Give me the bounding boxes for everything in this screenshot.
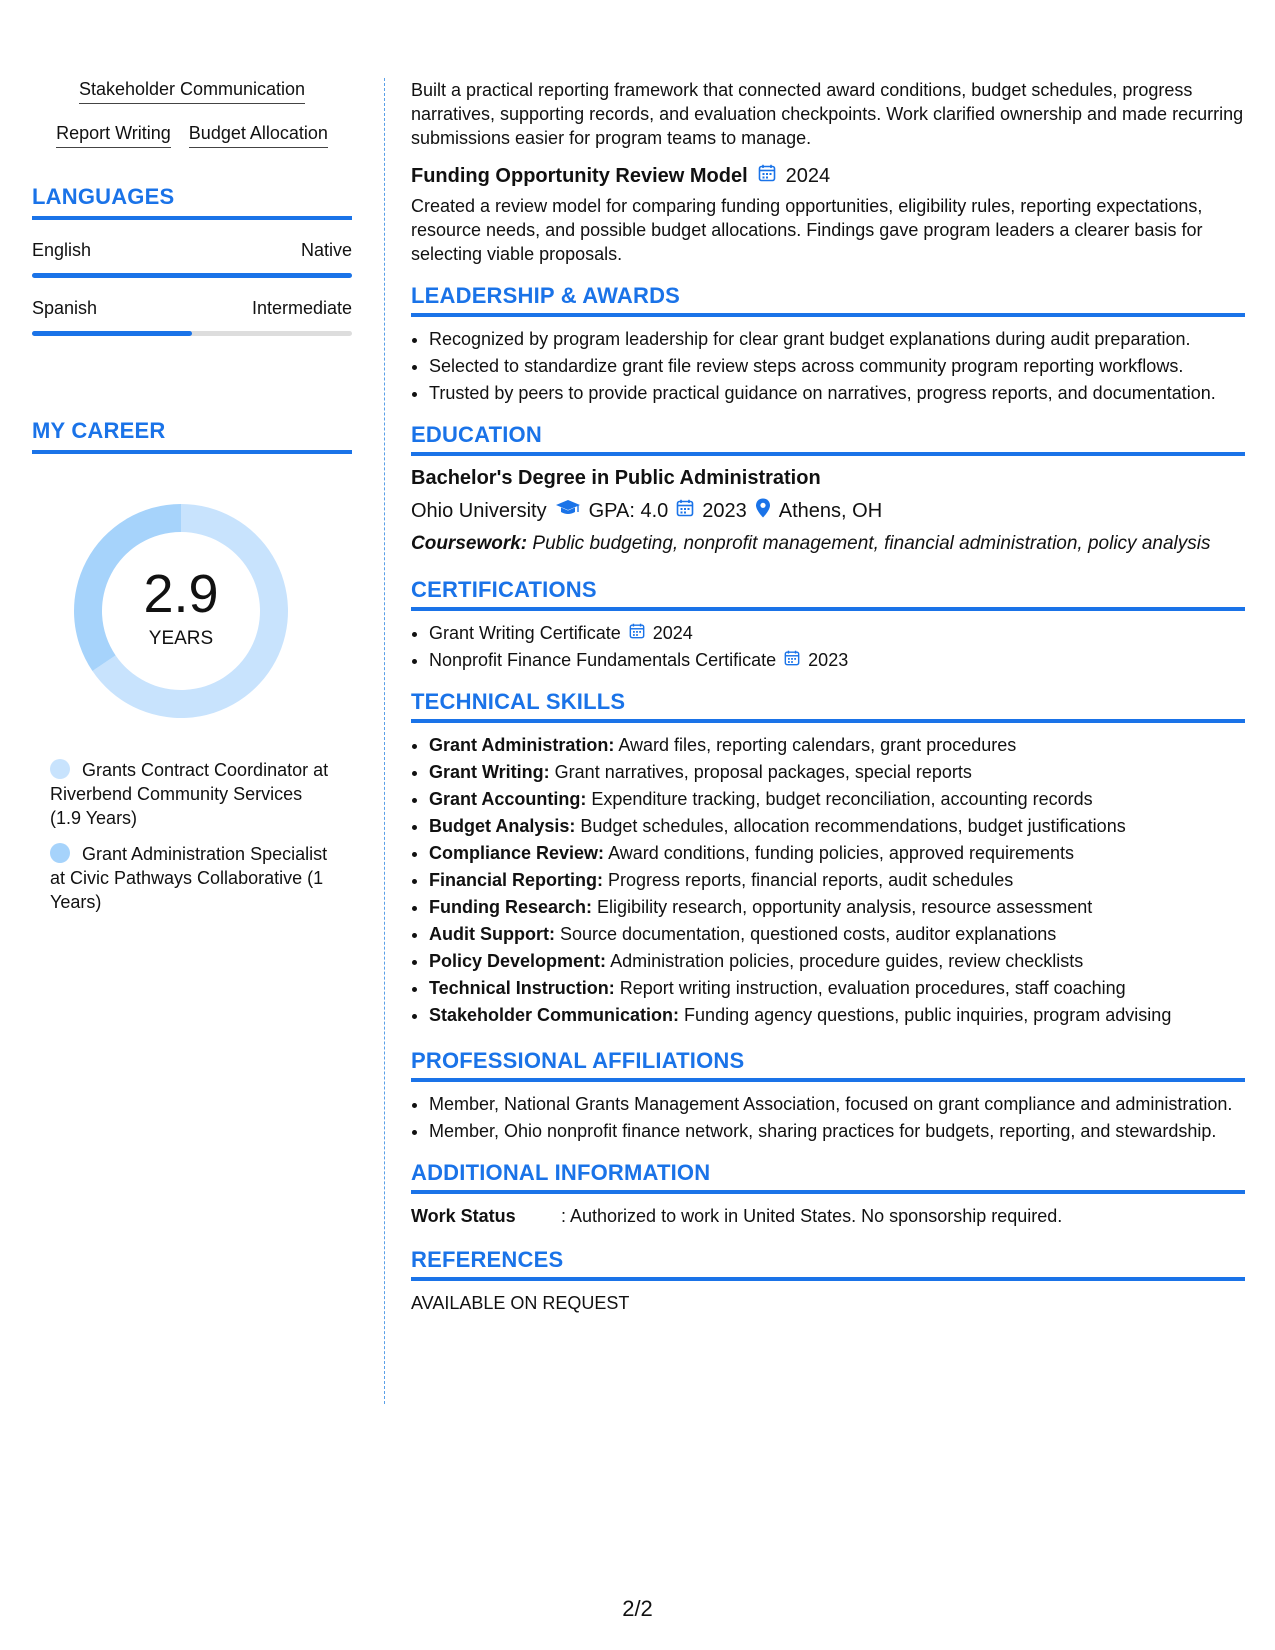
language-level: Native <box>300 240 352 260</box>
coursework-text: Public budgeting, nonprofit management, financial administration, policy analysis <box>532 533 1211 554</box>
language-item <box>32 298 352 336</box>
list-item <box>429 621 1245 645</box>
cert-year: 2024 <box>652 623 693 643</box>
references-text: AVAILABLE ON REQUEST <box>411 1293 630 1313</box>
skill-tag: Report Writing <box>56 122 171 148</box>
skill-label: Budget Analysis: <box>429 816 576 836</box>
skill-text: Grant narratives, proposal packages, special reports <box>554 762 972 782</box>
career-item-text: Grant Administration Specialist at Civic Pathways Collaborative (1 Years) <box>50 844 328 912</box>
list-item <box>429 760 1245 784</box>
skill-tags <box>32 78 352 148</box>
career-item <box>50 758 330 830</box>
project-description: Built a practical reporting framework that connected award conditions, budget schedules, progress narratives, supporting records, and evaluation checkpoints. Work clarified ownership and made recurring submissions easier for program teams to manage. <box>411 80 1244 148</box>
skill-label: Stakeholder Communication: <box>429 1005 680 1025</box>
skills-list <box>411 733 1245 1027</box>
education-gpa: GPA: 4.0 <box>588 500 669 522</box>
skill-label: Policy Development: <box>429 951 607 971</box>
certifications-list <box>411 621 1245 672</box>
column-divider <box>384 78 385 1404</box>
skill-text: Award conditions, funding policies, approved requirements <box>608 843 1075 863</box>
skill-tag: Budget Allocation <box>189 122 328 148</box>
skill-label: Grant Accounting: <box>429 789 587 809</box>
skill-text: Budget schedules, allocation recommendations, budget justifications <box>580 816 1126 836</box>
calendar-icon <box>629 621 645 645</box>
languages-title: LANGUAGES <box>32 184 352 220</box>
certifications-title: CERTIFICATIONS <box>411 578 1245 611</box>
graduation-cap-icon <box>555 499 581 523</box>
calendar-icon <box>758 164 776 188</box>
skill-text: Administration policies, procedure guides, review checklists <box>610 951 1084 971</box>
list-item <box>429 1003 1245 1027</box>
right-column <box>411 78 1245 1315</box>
skill-text: Progress reports, financial reports, audit schedules <box>608 870 1014 890</box>
additional-info-title: ADDITIONAL INFORMATION <box>411 1161 1245 1194</box>
affiliations-list <box>411 1092 1245 1143</box>
career-donut <box>66 496 296 726</box>
education-coursework <box>411 532 1245 556</box>
legend-dot <box>50 759 70 779</box>
list-item <box>429 787 1245 811</box>
leadership-title: LEADERSHIP & AWARDS <box>411 284 1245 317</box>
career-item <box>50 842 330 914</box>
language-level: Intermediate <box>251 298 352 318</box>
career-item-text: Grants Contract Coordinator at Riverbend Community Services (1.9 Years) <box>50 760 329 828</box>
list-item: • Member, National Grants Management Association, focused on grant compliance and administration. <box>429 1092 1245 1116</box>
education-year: 2023 <box>702 500 747 522</box>
work-status-value: : Authorized to work in United States. No sponsorship required. <box>561 1206 1063 1226</box>
language-item <box>32 240 352 278</box>
list-item <box>429 841 1245 865</box>
list-item <box>429 895 1245 919</box>
project-title: Funding Opportunity Review Model <box>411 165 748 187</box>
work-status-label: Work Status <box>411 1206 516 1226</box>
language-bar <box>32 273 352 278</box>
career-unit: YEARS <box>148 628 214 649</box>
skill-text: Report writing instruction, evaluation procedures, staff coaching <box>619 978 1126 998</box>
skill-text: Award files, reporting calendars, grant procedures <box>618 735 1017 755</box>
affiliations-title: PROFESSIONAL AFFILIATIONS <box>411 1049 1245 1082</box>
left-column <box>32 78 352 926</box>
cert-year: 2023 <box>808 650 849 670</box>
list-item <box>429 733 1245 757</box>
cert-name: • Nonprofit Finance Fundamentals Certificate <box>429 650 777 670</box>
skill-text: Funding agency questions, public inquiries, program advising <box>684 1005 1172 1025</box>
list-item: • Selected to standardize grant file review steps across community program reporting workflows. <box>429 354 1245 378</box>
language-fill <box>32 273 352 278</box>
skill-text: Expenditure tracking, budget reconciliation, accounting records <box>591 789 1093 809</box>
calendar-icon <box>784 648 800 672</box>
list-item: • Trusted by peers to provide practical guidance on narratives, progress reports, and documentation. <box>429 381 1245 405</box>
additional-info-row <box>411 1204 1245 1228</box>
list-item <box>429 976 1245 1000</box>
language-bar <box>32 331 352 336</box>
education-degree: Bachelor's Degree in Public Administration <box>411 467 821 489</box>
skill-text: Source documentation, questioned costs, auditor explanations <box>559 924 1057 944</box>
list-item <box>429 648 1245 672</box>
list-item <box>429 814 1245 838</box>
skill-label: Audit Support: <box>429 924 555 944</box>
education-meta <box>411 498 1245 524</box>
calendar-icon <box>676 499 694 523</box>
skill-label: Grant Writing: <box>429 762 550 782</box>
education-location: Athens, OH <box>778 500 883 522</box>
career-total: 2.9 <box>143 564 219 624</box>
project-title-row <box>411 164 1245 188</box>
education-school: Ohio University <box>411 500 547 522</box>
page-number: 2/2 <box>622 1596 653 1621</box>
skill-label: Grant Administration: <box>429 735 615 755</box>
skills-title: TECHNICAL SKILLS <box>411 690 1245 723</box>
list-item <box>429 949 1245 973</box>
list-item <box>429 922 1245 946</box>
legend-dot <box>50 843 70 863</box>
list-item: • Recognized by program leadership for clear grant budget explanations during audit preparation. <box>429 327 1245 351</box>
skill-tag: Stakeholder Communication <box>79 78 305 104</box>
career-title: MY CAREER <box>32 418 352 454</box>
list-item <box>429 868 1245 892</box>
references-title: REFERENCES <box>411 1248 1245 1281</box>
language-fill <box>32 331 192 336</box>
leadership-list <box>411 327 1245 405</box>
skill-label: Financial Reporting: <box>429 870 604 890</box>
project-year: 2024 <box>785 165 831 187</box>
skill-label: Funding Research: <box>429 897 593 917</box>
skill-label: Compliance Review: <box>429 843 605 863</box>
education-title: EDUCATION <box>411 423 1245 456</box>
language-name: Spanish <box>32 298 98 318</box>
project-description: Created a review model for comparing funding opportunities, eligibility rules, reporting expectations, resource needs, and possible budget allocations. Findings gave program leaders a clearer basis for selecting viable proposals. <box>411 196 1203 264</box>
skill-label: Technical Instruction: <box>429 978 615 998</box>
cert-name: • Grant Writing Certificate <box>429 623 621 643</box>
language-name: English <box>32 240 92 260</box>
location-pin-icon <box>755 498 771 524</box>
coursework-label: Coursework: <box>411 533 528 554</box>
skill-text: Eligibility research, opportunity analysis, resource assessment <box>597 897 1093 917</box>
career-list <box>32 758 352 914</box>
list-item: • Member, Ohio nonprofit finance network, sharing practices for budgets, reporting, and stewardship. <box>429 1119 1245 1143</box>
